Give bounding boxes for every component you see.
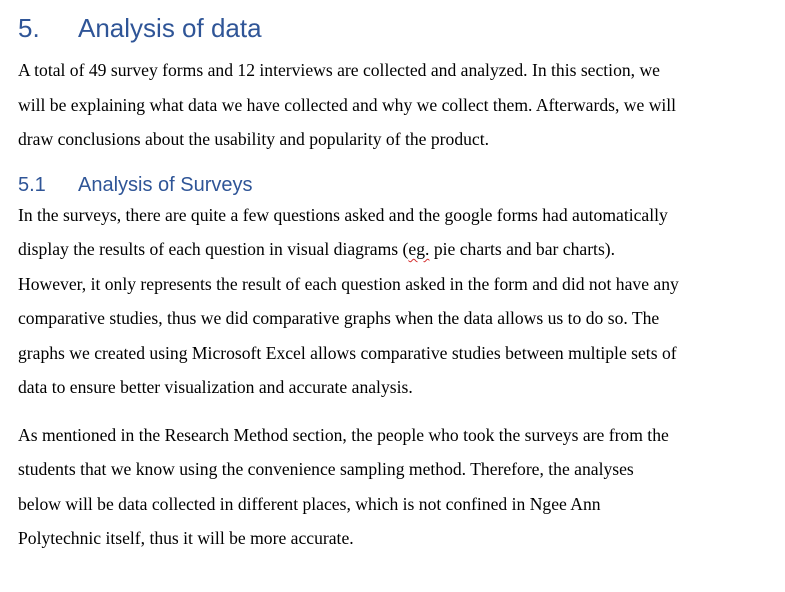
paragraph-intro (18, 53, 778, 157)
heading-title: Analysis of data (78, 13, 262, 43)
text-line: A total of 49 survey forms and 12 interviews are collected and analyzed. In this section, we (18, 60, 660, 80)
text-line: students that we know using the convenience sampling method. Therefore, the analyses (18, 459, 634, 479)
text-line: draw conclusions about the usability and popularity of the product. (18, 129, 490, 149)
heading-number: 5.1 (18, 173, 46, 196)
text-segment: display the results of each question in visual diagrams ( (18, 239, 409, 259)
text-line: In the surveys, there are quite a few questions asked and the google forms had automatically (18, 204, 668, 225)
text-line: However, it only represents the result of each question asked in the form and did not have any (18, 273, 679, 294)
text-line: data to ensure better visualization and accurate analysis. (18, 377, 413, 397)
text-line: below will be data collected in different places, which is not confined in Ngee Ann (18, 493, 601, 514)
paragraph-surveys (18, 198, 778, 405)
heading-section-5-1 (18, 173, 778, 197)
heading-title: Analysis of Surveys (78, 173, 253, 196)
text-line (18, 232, 778, 267)
text-line: graphs we created using Microsoft Excel allows comparative studies between multiple sets of (18, 342, 677, 363)
text-line: As mentioned in the Research Method section, the people who took the surveys are from the (18, 424, 669, 445)
heading-section-5 (18, 13, 778, 43)
document-page (18, 0, 778, 556)
text-line: Polytechnic itself, thus it will be more accurate. (18, 528, 354, 548)
text-segment: pie charts and bar charts). (429, 239, 616, 259)
spellcheck-flagged-word[interactable]: eg. (408, 239, 430, 259)
text-line: comparative studies, thus we did comparative graphs when the data allows us to do so. The (18, 308, 660, 328)
paragraph-sampling (18, 418, 778, 556)
heading-number: 5. (18, 13, 40, 43)
text-line: will be explaining what data we have collected and why we collect them. Afterwards, we will (18, 94, 677, 115)
